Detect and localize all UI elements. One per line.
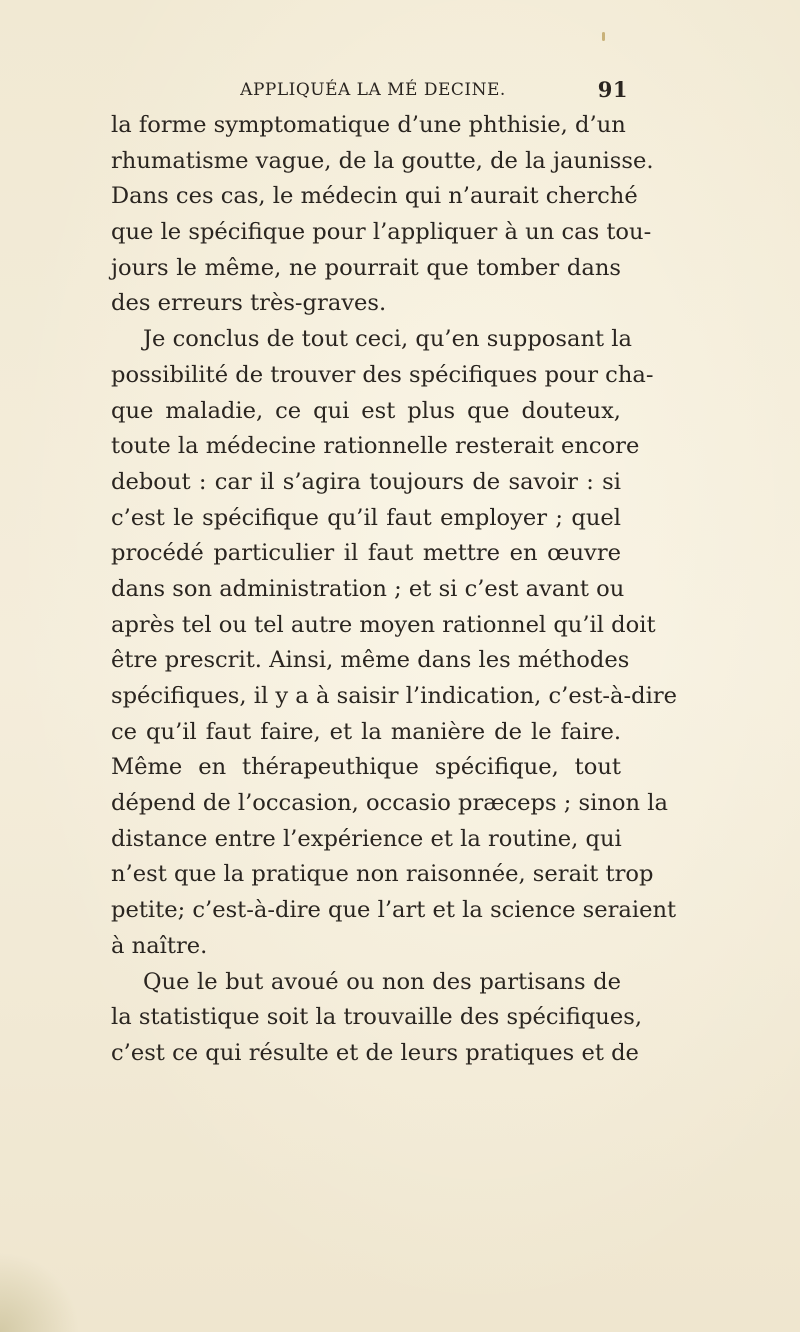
text-line: distance entre l’expérience et la routine, qui xyxy=(111,825,622,852)
text-line: dans son administration ; et si c’est avant ou xyxy=(111,575,625,602)
text-line: que le spécifique pour l’appliquer à un cas tou- xyxy=(111,219,652,246)
text-line: Dans ces cas, le médecin qui n’aurait cherché xyxy=(111,183,638,210)
text-line: que maladie, ce qui est plus que douteux, xyxy=(111,397,621,424)
text-line: dépend de l’occasion, occasio præceps ; sinon la xyxy=(111,790,668,817)
text-line: des erreurs très-graves. xyxy=(111,290,387,317)
text-line: être prescrit. Ainsi, même dans les méthodes xyxy=(111,647,630,674)
text-line: jours le même, ne pourrait que tomber dans xyxy=(111,254,621,281)
ink-speck xyxy=(602,32,605,41)
text-line: la statistique soit la trouvaille des spécifiques, xyxy=(111,1004,643,1031)
text-line: Que le but avoué ou non des partisans de xyxy=(143,968,621,995)
text-line: spécifiques, il y a à saisir l’indication, c’est-à-dire xyxy=(111,683,678,709)
text-line: à naître. xyxy=(111,932,208,959)
text-line: procédé particulier il faut mettre en œuvre xyxy=(111,540,621,567)
page-header xyxy=(208,77,628,102)
text-line: Je conclus de tout ceci, qu’en supposant la xyxy=(143,326,632,353)
text-line: ce qu’il faut faire, et la manière de le faire. xyxy=(111,718,621,745)
text-line: toute la médecine rationnelle resterait encore xyxy=(111,433,640,460)
text-line: après tel ou tel autre moyen rationnel qu’il doit xyxy=(111,611,656,638)
text-line: c’est le spécifique qu’il faut employer ; quel xyxy=(111,504,621,531)
page-number: 91 xyxy=(597,77,628,102)
text-line: rhumatisme vague, de la goutte, de la jaunisse. xyxy=(111,147,654,174)
text-line: Même en thérapeuthique spécifique, tout xyxy=(111,754,621,781)
text-line: possibilité de trouver des spécifiques pour cha- xyxy=(111,361,654,388)
text-line: la forme symptomatique d’une phthisie, d’un xyxy=(111,112,626,138)
text-line: debout : car il s’agira toujours de savoir : si xyxy=(111,468,621,495)
running-title: APPLIQUÉA LA MÉ DECINE. xyxy=(240,80,506,100)
page-corner-shadow xyxy=(0,1252,80,1332)
body-text xyxy=(111,108,678,1072)
text-line: n’est que la pratique non raisonnée, serait trop xyxy=(111,861,654,888)
text-line: c’est ce qui résulte et de leurs pratiques et de xyxy=(111,1039,639,1066)
text-line: petite; c’est-à-dire que l’art et la science seraient xyxy=(111,897,677,924)
